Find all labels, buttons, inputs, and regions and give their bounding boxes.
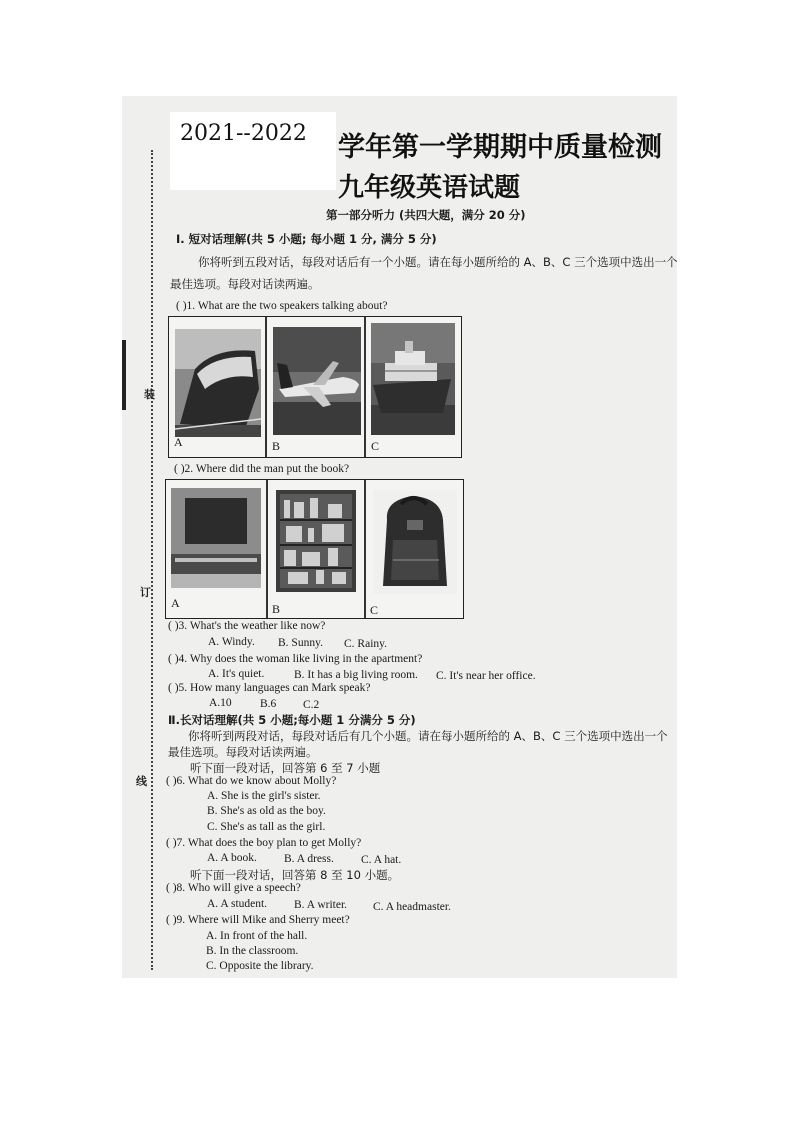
binding-mark-ding: 订 (140, 586, 151, 599)
binding-mark-zhuang: 装 (144, 388, 155, 401)
option-b-label: B (272, 602, 281, 616)
question-1: ( )1. What are the two speakers talking about? (176, 300, 388, 312)
image-divider (265, 317, 267, 457)
exam-title: 学年第一学期期中质量检测 (338, 132, 662, 163)
question-8: ( )8. Who will give a speech? (166, 882, 301, 894)
question-5-option-b: B.6 (260, 698, 277, 710)
option-b-label: B (272, 439, 281, 453)
image-divider (266, 480, 268, 618)
question-2: ( )2. Where did the man put the book? (174, 463, 350, 475)
question-5-option-c: C.2 (303, 699, 320, 711)
question-4-option-a: A. It's quiet. (208, 668, 265, 680)
question-3-option-c: C. Rainy. (344, 638, 388, 650)
train-image (175, 329, 261, 437)
question-7-option-c: C. A hat. (361, 854, 402, 866)
scan-edge-mark (122, 340, 126, 410)
question-6-option-c: C. She's as tall as the girl. (207, 821, 326, 833)
question-4-option-c: C. It's near her office. (436, 670, 536, 682)
binding-mark-xian: 线 (136, 775, 147, 788)
image-divider (364, 480, 366, 618)
exam-subtitle: 九年级英语试题 (338, 173, 521, 203)
school-year: 2021--2022 (180, 121, 307, 146)
question-9-option-a: A. In front of the hall. (206, 930, 308, 942)
question-5-option-a: A.10 (209, 697, 232, 709)
bookshelf-image (276, 490, 356, 592)
option-c-label: C (371, 439, 380, 453)
listening-instruction-6-7: 听下面一段对话，回答第 6 至 7 小题 (190, 761, 381, 775)
airplane-image (273, 327, 361, 435)
option-c-label: C (370, 603, 379, 617)
section2-heading: Ⅱ.长对话理解(共 5 小题;每小题 1 分满分 5 分) (168, 713, 416, 727)
question-9: ( )9. Where will Mike and Sherry meet? (166, 914, 350, 926)
question-7: ( )7. What does the boy plan to get Molly? (166, 837, 362, 849)
section1-instruction-2: 最佳选项。每段对话读两遍。 (170, 277, 320, 291)
part-one-heading: 第一部分听力 (共四大题，满分 20 分) (326, 208, 526, 222)
section1-heading: I. 短对话理解(共 5 小题; 每小题 1 分, 满分 5 分) (176, 232, 437, 246)
question-4: ( )4. Why does the woman like living in the apartment? (168, 653, 423, 665)
section2-instruction-1: 你将听到两段对话，每段对话后有几个小题。请在每小题所给的 A、B、C 三个选项中选出一个 (188, 729, 668, 743)
question-3-option-a: A. Windy. (208, 636, 255, 648)
ship-image (371, 323, 455, 435)
listening-instruction-8-10: 听下面一段对话，回答第 8 至 10 小题。 (190, 868, 400, 882)
question-8-option-b: B. A writer. (294, 899, 348, 911)
question-3: ( )3. What's the weather like now? (168, 620, 326, 632)
option-a-label: A (171, 596, 180, 610)
question-8-option-c: C. A headmaster. (373, 901, 451, 913)
image-divider (364, 317, 366, 457)
question-2-images (165, 479, 464, 619)
section2-instruction-2: 最佳选项。每段对话读两遍。 (168, 745, 318, 759)
question-8-option-a: A. A student. (207, 898, 268, 910)
question-5: ( )5. How many languages can Mark speak? (168, 682, 371, 694)
question-4-option-b: B. It has a big living room. (294, 669, 418, 681)
question-7-option-a: A. A book. (207, 852, 257, 864)
binding-dotted-line (151, 150, 153, 970)
section1-instruction-1: 你将听到五段对话，每段对话后有一个小题。请在每小题所给的 A、B、C 三个选项中选出一个 (198, 255, 678, 269)
question-6-option-b: B. She's as old as the boy. (207, 805, 326, 817)
question-6: ( )6. What do we know about Molly? (166, 775, 337, 787)
question-6-option-a: A. She is the girl's sister. (207, 790, 321, 802)
backpack-image (373, 490, 457, 594)
question-9-option-b: B. In the classroom. (206, 945, 299, 957)
question-7-option-b: B. A dress. (284, 853, 334, 865)
option-a-label: A (174, 435, 183, 449)
question-3-option-b: B. Sunny. (278, 637, 323, 649)
question-1-images (168, 316, 462, 458)
tv-cabinet-image (171, 488, 261, 588)
question-9-option-c: C. Opposite the library. (206, 960, 314, 972)
